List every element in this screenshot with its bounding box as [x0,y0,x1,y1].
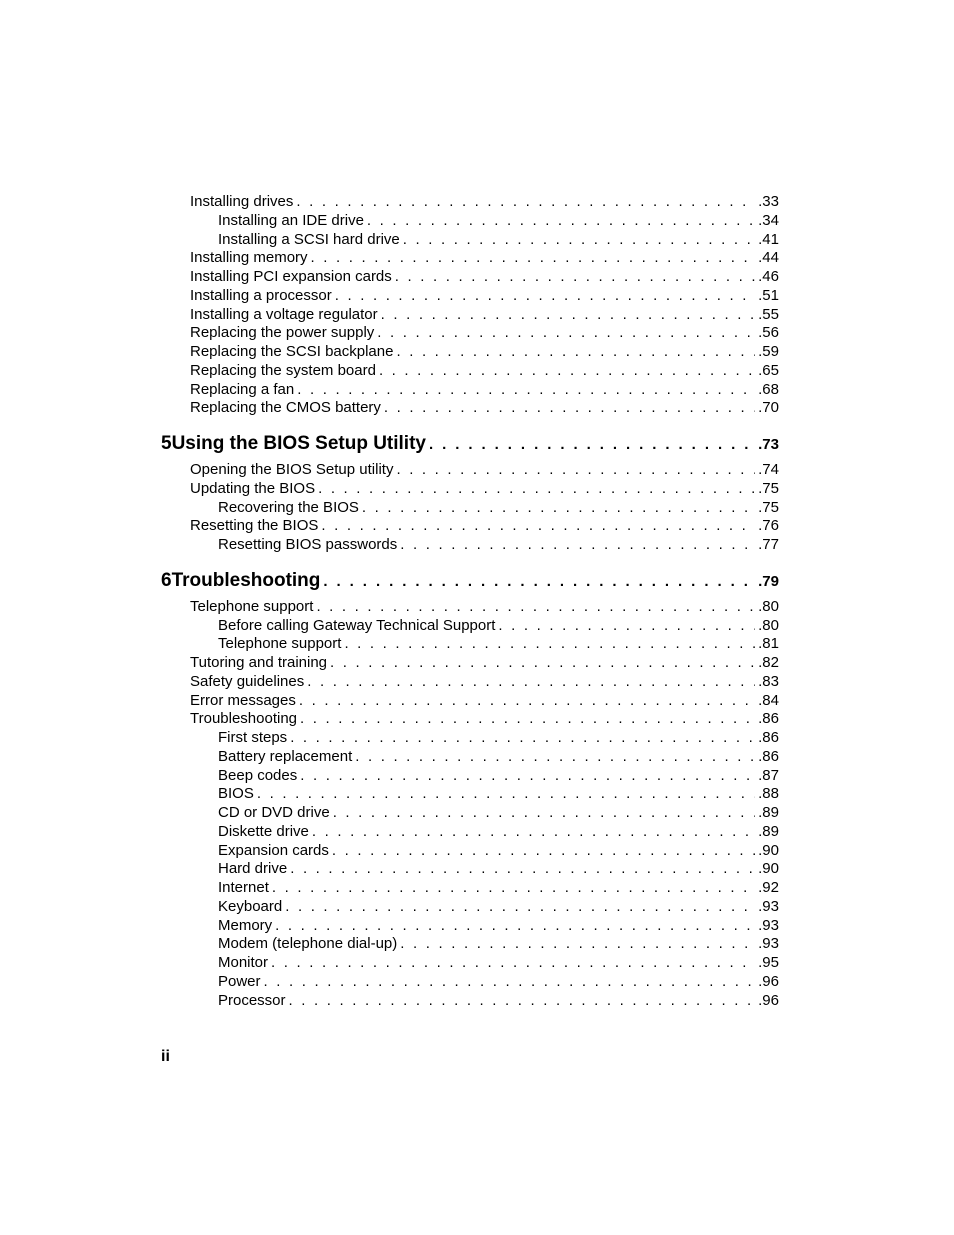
dot-leader [290,859,755,878]
dot-leader [257,784,755,803]
page-ref: .79 [758,572,779,590]
dot-leader [396,342,755,361]
page-ref: .84 [758,691,779,709]
page-ref: .92 [758,879,779,896]
dot-leader [355,747,755,766]
page-ref: .93 [758,916,779,934]
dot-leader [312,822,755,841]
page-ref: .75 [758,479,779,497]
page-ref: .83 [758,672,779,690]
page-ref: .59 [758,343,779,360]
chapter-number: 6 [161,569,172,591]
page-ref: .68 [758,380,779,398]
entry-title: Memory [218,916,273,934]
entry-title: Telephone support [190,597,314,615]
toc-subentry[interactable] [218,841,779,860]
dot-leader [297,380,755,399]
entry-title: Replacing the system board [190,361,376,379]
toc-subentry[interactable] [218,991,779,1010]
page-ref: .87 [758,766,779,784]
page-ref: .77 [758,536,779,553]
entry-title: Opening the BIOS Setup utility [190,461,394,478]
entry-title: Replacing a fan [190,380,295,398]
dot-leader [395,267,755,286]
toc-subentry[interactable] [218,728,779,747]
page-ref: .93 [758,897,779,915]
dot-leader [498,616,755,635]
dot-leader [333,803,755,822]
dot-leader [403,230,755,249]
page-ref: .89 [758,822,779,840]
page-ref: .96 [758,991,779,1009]
toc-subentry[interactable] [218,878,779,897]
dot-leader [379,361,755,380]
toc-entry[interactable] [190,192,779,211]
entry-title: Resetting BIOS passwords [218,536,398,553]
entry-title: Safety guidelines [190,672,305,690]
page-ref: .33 [758,193,779,210]
entry-title: Diskette drive [218,822,309,840]
toc-entry[interactable] [190,479,779,498]
entry-title: CD or DVD drive [218,804,330,821]
page-ref: .95 [758,954,779,971]
toc-entry[interactable] [190,709,779,728]
entry-title: Power [218,972,261,990]
toc-subentry[interactable] [218,972,779,991]
page-ref: .34 [758,211,779,229]
entry-title: Installing a SCSI hard drive [218,230,400,248]
page-ref: .90 [758,860,779,878]
toc-entry[interactable] [190,597,779,616]
entry-title: Before calling Gateway Technical Support [218,616,496,634]
page-ref: .44 [758,249,779,267]
dot-leader [264,972,756,991]
dot-leader [289,991,756,1010]
entry-title: Monitor [218,954,269,971]
toc-entry[interactable] [190,460,779,479]
entry-title: Expansion cards [218,841,329,859]
dot-leader [300,709,755,728]
toc-subentry[interactable] [218,916,779,935]
page-ref: .55 [758,305,779,323]
page-ref: .89 [758,804,779,821]
toc-entry[interactable] [190,691,779,710]
entry-title: Modem (telephone dial-up) [218,935,398,953]
page-ref: .46 [758,268,779,285]
toc-subentry[interactable] [218,953,779,972]
page-ref: .80 [758,616,779,634]
page-ref: .82 [758,654,779,671]
page-ref: .51 [758,286,779,304]
dot-leader [335,286,755,305]
dot-leader [307,672,755,691]
dot-leader [290,728,755,747]
dot-leader [272,878,755,897]
toc-entry[interactable] [190,342,779,361]
page-ref: .76 [758,517,779,535]
toc-subentry[interactable] [218,535,779,554]
page-ref: .86 [758,729,779,746]
dot-leader [330,653,755,672]
entry-title: Processor [218,991,286,1009]
dot-leader [362,498,755,517]
page-ref: .93 [758,935,779,953]
chapter-heading[interactable] [161,432,779,456]
entry-title: Keyboard [218,897,283,915]
dot-leader [384,398,755,417]
toc-subentry[interactable] [218,211,779,230]
dot-leader [296,192,755,211]
toc-entry[interactable] [190,248,779,267]
toc-entry[interactable] [190,653,779,672]
chapter-number: 5 [161,433,172,454]
toc-subentry[interactable] [218,934,779,953]
toc-entry[interactable] [190,305,779,324]
toc-subentry[interactable] [218,897,779,916]
toc-entry[interactable] [190,672,779,691]
dot-leader [332,841,755,860]
page-ref: .73 [758,436,779,453]
toc-subentry[interactable] [218,634,779,653]
page-ref: .65 [758,361,779,379]
page-ref: .70 [758,399,779,417]
dot-leader [323,570,755,594]
entry-title: Replacing the CMOS battery [190,399,381,417]
entry-title: Installing an IDE drive [218,211,364,229]
entry-title: Installing a voltage regulator [190,305,378,323]
dot-leader [344,634,755,653]
entry-title: Installing a processor [190,286,332,304]
page-ref: .88 [758,785,779,803]
entry-title: First steps [218,729,288,746]
chapter-title: Using the BIOS Setup Utility [171,433,426,454]
page-ref: .96 [758,972,779,990]
toc-entry[interactable] [190,267,779,286]
entry-title: Hard drive [218,860,288,878]
entry-title: Updating the BIOS [190,479,316,497]
page-ref: .81 [758,635,779,653]
chapter-heading[interactable] [161,569,779,593]
page-ref: .90 [758,841,779,859]
toc-entry[interactable] [190,380,779,399]
toc-entry[interactable] [190,286,779,305]
page-number: ii [161,1048,170,1065]
toc-entry[interactable] [190,361,779,380]
page-ref: .41 [758,230,779,248]
toc-subentry[interactable] [218,747,779,766]
entry-title: Troubleshooting [190,710,298,728]
dot-leader [316,597,755,616]
dot-leader [275,916,755,935]
toc-subentry[interactable] [218,230,779,249]
dot-leader [400,934,755,953]
entry-title: Installing memory [190,249,308,267]
toc-subentry[interactable] [218,822,779,841]
entry-title: Replacing the SCSI backplane [190,343,394,360]
entry-title: Replacing the power supply [190,324,375,342]
toc-subentry[interactable] [218,859,779,878]
entry-title: Installing drives [190,193,294,210]
toc-subentry[interactable] [218,784,779,803]
entry-title: Battery replacement [218,747,353,765]
dot-leader [285,897,755,916]
toc-subentry[interactable] [218,616,779,635]
dot-leader [300,766,755,785]
toc-entry[interactable] [190,516,779,535]
dot-leader [318,479,755,498]
entry-title: Beep codes [218,766,298,784]
entry-title: Internet [218,879,269,896]
page-ref: .74 [758,461,779,478]
page-ref: .80 [758,597,779,615]
toc-entry[interactable] [190,323,779,342]
entry-title: Installing PCI expansion cards [190,268,392,285]
dot-leader [271,953,755,972]
entry-title: Tutoring and training [190,654,328,671]
dot-leader [429,433,755,457]
dot-leader [400,535,755,554]
entry-title: Error messages [190,691,296,709]
entry-title: BIOS [218,785,254,803]
dot-leader [396,460,755,479]
dot-leader [381,305,756,324]
dot-leader [367,211,755,230]
entry-title: Resetting the BIOS [190,517,319,535]
page-ref: .56 [758,324,779,342]
toc-subentry[interactable] [218,766,779,785]
dot-leader [377,323,755,342]
toc-entry[interactable] [190,398,779,417]
chapter-title: Troubleshooting [171,569,321,591]
dot-leader [311,248,756,267]
entry-title: Recovering the BIOS [218,498,359,516]
page-ref: .86 [758,710,779,728]
page-ref: .75 [758,498,779,516]
toc-subentry[interactable] [218,803,779,822]
toc-subentry[interactable] [218,498,779,517]
entry-title: Telephone support [218,635,342,653]
page-ref: .86 [758,747,779,765]
dot-leader [321,516,755,535]
dot-leader [299,691,755,710]
